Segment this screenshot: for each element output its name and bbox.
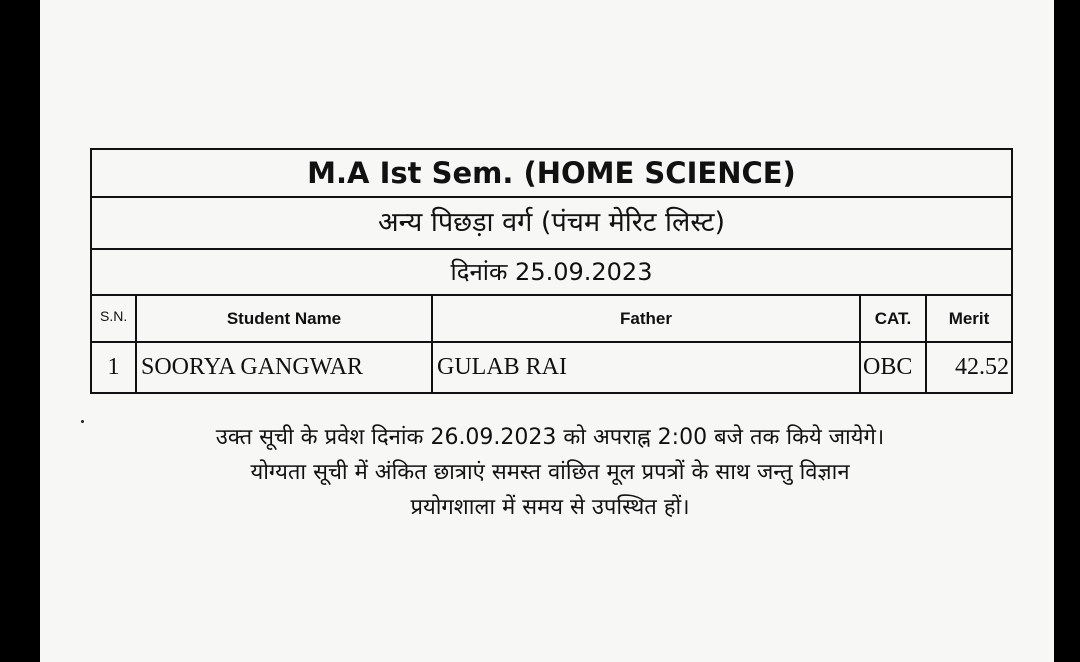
column-header-sn: S.N. — [92, 296, 136, 342]
column-header-father: Father — [432, 296, 860, 342]
column-header-merit: Merit — [926, 296, 1011, 342]
cell-father: GULAB RAI — [432, 342, 860, 392]
table-row — [92, 342, 1011, 392]
table-header-row — [92, 296, 1011, 342]
course-title: M.A Ist Sem. (HOME SCIENCE) — [92, 150, 1011, 198]
column-header-student-name: Student Name — [136, 296, 432, 342]
merit-list-table — [90, 148, 1013, 394]
list-title: अन्य पिछड़ा वर्ग (पंचम मेरिट लिस्ट) — [92, 198, 1011, 250]
cell-cat: OBC — [860, 342, 926, 392]
cell-sn: 1 — [107, 354, 120, 380]
cell-merit: 42.52 — [926, 342, 1011, 392]
notice-line-2: योग्यता सूची में अंकित छात्राएं समस्त वांछित मूल प्रपत्रों के साथ जन्तु विज्ञान — [250, 460, 850, 485]
cell-student-name: SOORYA GANGWAR — [136, 342, 432, 392]
notice-line-3: प्रयोगशाला में समय से उपस्थित हों। — [410, 495, 690, 520]
admission-notice — [80, 420, 1020, 525]
document-page — [40, 0, 1054, 662]
column-header-cat: CAT. — [860, 296, 926, 342]
notice-line-1: उक्त सूची के प्रवेश दिनांक 26.09.2023 को अपराह्न 2:00 बजे तक किये जायेगे। — [215, 425, 885, 450]
students-table — [92, 296, 1011, 392]
list-date: दिनांक 25.09.2023 — [92, 250, 1011, 296]
